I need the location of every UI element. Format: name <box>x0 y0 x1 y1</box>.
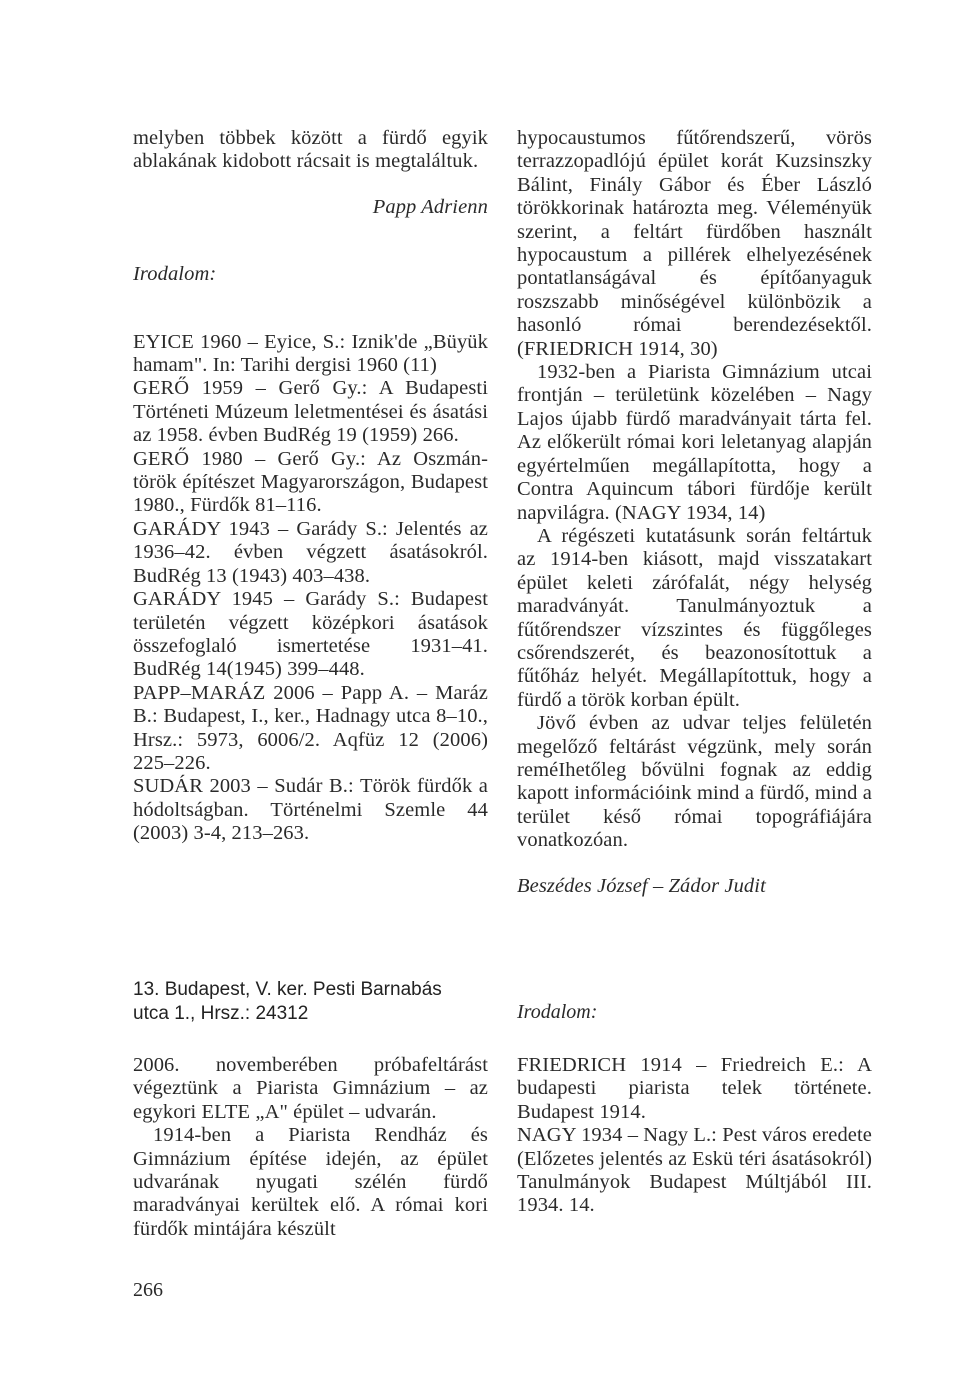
body-paragraph: 1914-ben a Piarista Rendház és Gimnázium építése idején, az épület udvarának nyugati szélén fürdő maradványai kerültek elő. A római kori fürdők mintájára készült <box>133 1124 488 1240</box>
references-left <box>133 331 488 846</box>
author-papp: Papp Adrienn <box>372 195 488 218</box>
reference-item: EYICE 1960 – Eyice, S.: Iznik'de „Büyük hamam". In: Tarihi dergisi 1960 (11) <box>133 330 488 377</box>
reference-item: GERŐ 1980 – Gerő Gy.: Az Oszmán-török építészet Magyarországon, Budapest 1980., Fürdők 81–116. <box>133 447 488 517</box>
reference-item: GARÁDY 1943 – Garády S.: Jelentés az 1936–42. évben végzett ásatásokról. BudRég 13 (1943) 403–438. <box>133 517 488 587</box>
body-paragraph: A régészeti kutatásunk során feltártuk az 1914-ben kiásott, majd visszatakart épület keleti zárófalát, négy helység maradványát. Tanulmányoztuk a fűtőrendszer vízszintes és függőleges csőrendszerét, és beazonosítottuk a fűtőház helyét. Megállapítottuk, hogy a fürdő a török korban épült. <box>517 524 872 711</box>
left-column <box>133 127 488 846</box>
body-paragraph: 1932-ben a Piarista Gimnázium utcai frontján – területünk közelében – Nagy Lajos újabb fürdő maradványait tárta fel. Az előkerült római kori leletanyag alapján egyértelműen megállapította, hogy a Contra Aquincum tábori fürdője került napvilágra. (NAGY 1934, 14) <box>517 361 872 524</box>
reference-item: GERŐ 1959 – Gerő Gy.: A Budapesti Történeti Múzeum leletmentései és ásatási az 1958. évben BudRég 19 (1959) 266. <box>133 377 488 447</box>
right-column <box>517 127 872 898</box>
reference-item: SUDÁR 2003 – Sudár B.: Török fürdők a hódoltságban. Történelmi Szemle 44 (2003) 3-4, 213–263. <box>133 775 488 845</box>
body-paragraph: 2006. novemberében próbafeltárást végeztünk a Piarista Gimnázium – az egykori ELTE „A" épület – udvarán. <box>133 1054 488 1123</box>
reference-item: PAPP–MARÁZ 2006 – Papp A. – Maráz B.: Budapest, I., ker., Hadnagy utca 8–10., Hrsz.: 5973, 6006/2. Aqfüz 12 (2006) 225–226. <box>133 681 488 774</box>
intro-text: melyben többek között a fürdő egyik ablakának kidobott rácsait is megtaláltuk. <box>133 127 488 173</box>
body-paragraph: hypocaustumos fűtőrendszerű, vörös terrazzopadlójú épület korát Kuzsinszky Bálint, Finály Gábor és Éber László törökkorinak határozta meg. Véleményük szerint, a feltárt fürdőben használt hypocaustum a pillérek elhelyezésének pontatlanságával és építőanyaguk roszszabb minőségével különbözik a hasonló római berendezésektől. (FRIEDRICH 1914, 30) <box>517 127 872 360</box>
irodalom-label-right: Irodalom: <box>517 1001 598 1023</box>
lower-right-column <box>517 1054 872 1218</box>
reference-item: GARÁDY 1945 – Garády S.: Budapest területén végzett középkori ásatások összefoglaló ismertetése 1931–41. BudRég 14(1945) 399–448. <box>133 588 488 681</box>
body-paragraph: Jövő évben az udvar teljes felületén megelőző feltárást végzünk, mely során reméIhetőleg bővülni fognak az eddig kapott információink mind a fürdő, mind a terület késő római topográfiájára vonatkozóan. <box>517 712 872 852</box>
page-number: 266 <box>133 1279 163 1301</box>
reference-item: FRIEDRICH 1914 – Friedreich E.: A budapesti piarista telek története. Budapest 1914. <box>517 1054 872 1123</box>
reference-item: NAGY 1934 – Nagy L.: Pest város eredete (Előzetes jelentés az Eskü téri ásatásokról) Tanulmányok Budapest Múltjából III. 1934. 14. <box>517 1124 872 1217</box>
author-beszedes-zador: Beszédes József – Zádor Judit <box>517 874 766 897</box>
lower-left-column <box>133 1054 488 1241</box>
section-heading: 13. Budapest, V. ker. Pesti Barnabás utca 1., Hrsz.: 24312 <box>133 979 442 1024</box>
irodalom-label-left: Irodalom: <box>133 263 217 286</box>
